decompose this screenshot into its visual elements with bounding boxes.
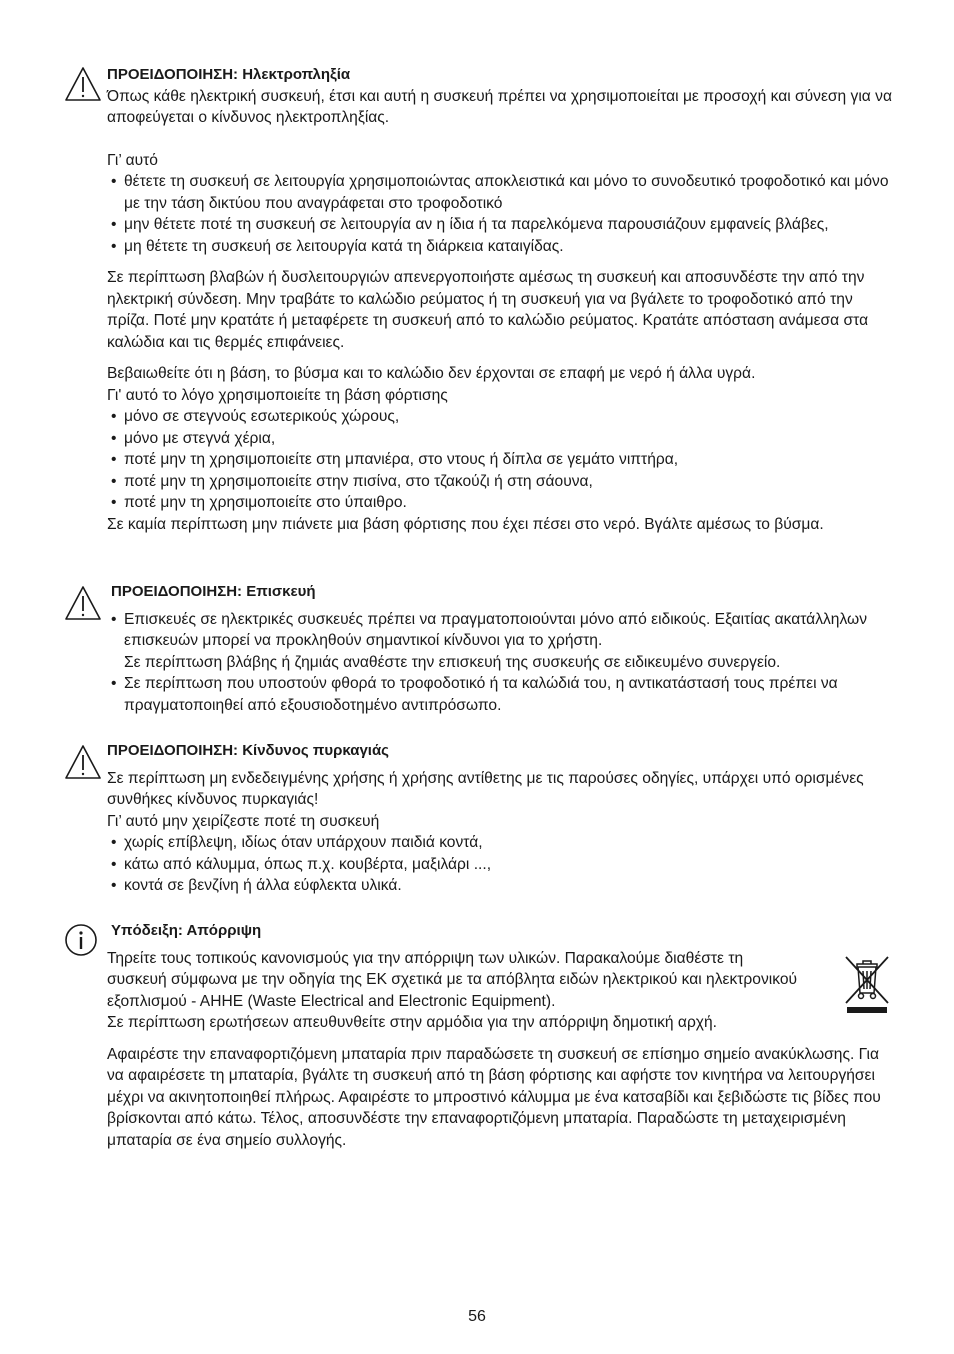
list-item: • μην θέτετε ποτέ τη συσκευή σε λειτουργία αν η ίδια ή τα παρελκόμενα παρουσιάζουν εμφανείς βλάβες,	[107, 214, 897, 236]
paragraph: Σε περίπτωση βλαβών ή δυσλειτουργιών απενεργοποιήστε αμέσως τη συσκευή και αποσυνδέστε την από την ηλεκτρική σύνδεση. Μην τραβάτε το καλώδιο ρεύματος ή τη συσκευή για να βγάλετε το τροφοδοτικό από την πρίζα. Ποτέ μην κρατάτε ή μεταφέρετε τη συσκευή από το καλώδιο ρεύματος. Κρατάτε απόσταση ανάμεσα στα καλώδια και τις θερμές επιφάνειες.	[107, 269, 869, 351]
paragraph: Σε καμία περίπτωση μην πιάνετε μια βάση φόρτισης που έχει πέσει στο νερό. Βγάλτε αμέσως το βύσμα.	[107, 515, 824, 533]
section-disposal	[107, 920, 897, 1151]
page-number: 56	[468, 1308, 486, 1325]
list-item: • ποτέ μην τη χρησιμοποιείτε στο ύπαιθρο.	[107, 492, 897, 514]
paragraph: Βεβαιωθείτε ότι η βάση, το βύσμα και το καλώδιο δεν έρχονται σε επαφή με νερό ή άλλα υγρά.	[107, 365, 756, 382]
info-icon	[64, 923, 98, 957]
list-item: • μη θέτετε τη συσκευή σε λειτουργία κατά τη διάρκεια καταιγίδας.	[107, 236, 897, 258]
weee-crossed-bin-icon	[843, 953, 891, 1015]
bullet-list	[107, 609, 897, 717]
paragraph: Γι’ αυτό μην χειρίζεστε ποτέ τη συσκευή	[107, 812, 380, 830]
list-item: • κοντά σε βενζίνη ή άλλα εύφλεκτα υλικά.	[107, 875, 897, 897]
section-heading: Υπόδειξη: Απόρριψη	[111, 922, 262, 939]
list-item: • μόνο σε στεγνούς εσωτερικούς χώρους,	[107, 406, 897, 428]
paragraph: Όπως κάθε ηλεκτρική συσκευή, έτσι και αυτή η συσκευή πρέπει να χρησιμοποιείται με προσοχή και σύνεση για να αποφεύγεται ο κίνδυνος ηλεκτροπληξίας.	[107, 87, 892, 126]
section-electric-shock	[107, 64, 897, 535]
section-heading: ΠΡΟΕΙΔΟΠΟΙΗΣΗ: Ηλεκτροπληξία	[107, 66, 351, 83]
bullet-list	[107, 832, 897, 897]
list-item: • θέτετε τη συσκευή σε λειτουργία χρησιμοποιώντας αποκλειστικά και μόνο το συνοδευτικό τροφοδοτικό και μόνο με την τάση δικτύου που αναγράφεται στο τροφοδοτικό	[107, 171, 897, 214]
section-heading: ΠΡΟΕΙΔΟΠΟΙΗΣΗ: Κίνδυνος πυρκαγιάς	[107, 742, 389, 759]
list-item	[107, 609, 897, 674]
paragraph: Σε περίπτωση ερωτήσεων απευθυνθείτε στην αρμόδια για την απόρριψη δημοτική αρχή.	[107, 1014, 717, 1031]
bullet-list	[107, 406, 897, 514]
section-heading: ΠΡΟΕΙΔΟΠΟΙΗΣΗ: Επισκευή	[111, 583, 316, 600]
paragraph: Γι’ αυτό	[107, 151, 158, 169]
list-item: • χωρίς επίβλεψη, ιδίως όταν υπάρχουν παιδιά κοντά,	[107, 832, 897, 854]
bullet-list	[107, 171, 897, 257]
warning-icon	[64, 66, 102, 102]
list-item: • κάτω από κάλυμμα, όπως π.χ. κουβέρτα, μαξιλάρι ...,	[107, 854, 897, 876]
list-item: • μόνο με στεγνά χέρια,	[107, 428, 897, 450]
paragraph: Αφαιρέστε την επαναφορτιζόμενη μπαταρία πριν παραδώσετε τη συσκευή σε επίσημο σημείο ανακύκλωσης. Για να αφαιρέσετε τη μπαταρία, βγάλτε τη συσκευή από τη βάση φόρτισης και αφήστε τον κινητήρα να λειτουργήσει μέχρι να ακινητοποιηθεί πλήρως. Αφαιρέστε το μπροστινό κάλυμμα με ένα κατσαβίδι και ξεβιδώστε τις βίδες που βρίσκονται από κάτω. Τέλος, αποσυνδέστε την επαναφορτιζόμενη μπαταρία. Παραδώστε τη μεταχειρισμένη μπαταρία σε ένα σημείο συλλογής.	[107, 1045, 881, 1149]
warning-icon	[64, 744, 102, 780]
list-item-text: Επισκευές σε ηλεκτρικές συσκευές πρέπει να πραγματοποιούνται μόνο από ειδικούς. Εξαιτίας ακατάλληλων επισκευών μπορεί να προκληθούν σημαντικοί κίνδυνοι για το χρήστη.	[124, 610, 867, 649]
paragraph: Τηρείτε τους τοπικούς κανονισμούς για την απόρριψη των υλικών. Παρακαλούμε διαθέστε τη συσκευή σύμφωνα με την οδηγία της ΕΚ σχετικά με τα απόβλητα ειδών ηλεκτρικού και ηλεκτρονικού εξοπλισμού - ΑΗΗΕ (Waste Electrical and Electronic Equipment).	[107, 949, 798, 1010]
section-fire	[107, 740, 897, 897]
paragraph: Γι' αυτό το λόγο χρησιμοποιείτε τη βάση φόρτισης	[107, 386, 448, 404]
paragraph: Σε περίπτωση μη ενδεδειγμένης χρήσης ή χρήσης αντίθετης με τις παρούσες οδηγίες, υπάρχει υπό ορισμένες συνθήκες κίνδυνος πυρκαγιάς!	[107, 769, 864, 808]
warning-icon	[64, 585, 102, 621]
list-item: • ποτέ μην τη χρησιμοποιείτε στην πισίνα, στο τζακούζι ή στη σάουνα,	[107, 471, 897, 493]
list-item: • ποτέ μην τη χρησιμοποιείτε στη μπανιέρα, στο ντους ή δίπλα σε γεμάτο νιπτήρα,	[107, 449, 897, 471]
list-item: • Σε περίπτωση που υποστούν φθορά το τροφοδοτικό ή τα καλώδιά του, η αντικατάστασή τους πρέπει να πραγματοποιηθεί από εξουσιοδοτημένο αντιπρόσωπο.	[107, 673, 897, 716]
section-repair	[107, 581, 897, 716]
list-item-text: Σε περίπτωση βλάβης ή ζημιάς αναθέστε την επισκευή της συσκευής σε ειδικευμένο συνεργείο.	[124, 653, 781, 671]
